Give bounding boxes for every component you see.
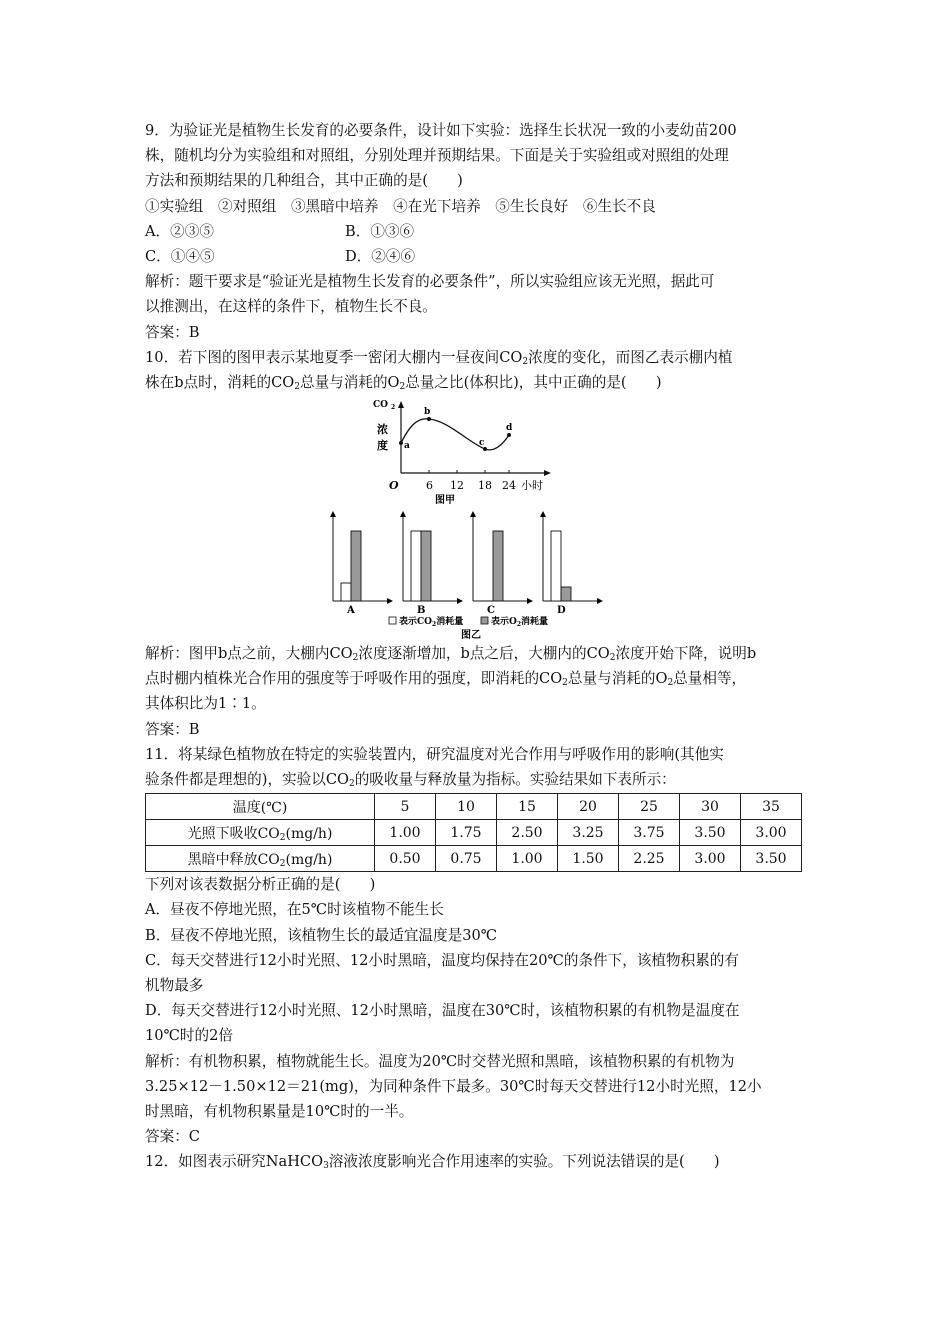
question-9 bbox=[145, 118, 825, 345]
q10-figures bbox=[145, 395, 825, 641]
fig1-point-a bbox=[399, 441, 403, 445]
figure-yi bbox=[327, 505, 617, 641]
table-cell: 0.75 bbox=[436, 846, 497, 872]
q11-answer: 答案：C bbox=[145, 1128, 200, 1146]
table-cell: 15 bbox=[497, 794, 558, 820]
fig2-panel-label: A bbox=[347, 605, 355, 617]
q9-analysis-line-1: 解析：题干要求是“验证光是植物生长发育的必要条件”，所以实验组应该无光照，据此可 bbox=[145, 273, 715, 291]
fig1-x-unit: 小时 bbox=[521, 479, 543, 493]
q11-option-c-line-1: C．每天交替进行12小时光照、12小时黑暗，温度均保持在20℃的条件下，该植物积累的有 bbox=[145, 951, 739, 969]
q9-option-c: C．①④⑤ bbox=[145, 247, 215, 265]
fig1-ylabel-co2: CO bbox=[373, 400, 389, 411]
fig1-curve bbox=[401, 419, 509, 450]
q9-answer: 答案：B bbox=[145, 323, 200, 341]
fig2-x-arrow bbox=[457, 598, 463, 604]
fig1-origin: O bbox=[389, 479, 399, 493]
table-row-label: 黑暗中释放$CO_2(mg/h)$ bbox=[146, 846, 375, 872]
question-11 bbox=[145, 742, 825, 1149]
legend-o2-swatch bbox=[481, 617, 488, 624]
question-12 bbox=[145, 1149, 825, 1174]
table-cell: 2.50 bbox=[497, 820, 558, 846]
fig2-x-arrow bbox=[387, 598, 393, 604]
table-row bbox=[146, 846, 802, 872]
fig2-caption: 图乙 bbox=[461, 630, 481, 642]
q11-option-d-line-1: D．每天交替进行12小时光照、12小时黑暗，温度在30℃时，该植物积累的有机物是温度在 bbox=[145, 1002, 740, 1020]
table-cell: 35 bbox=[741, 794, 802, 820]
q9-option-a: A．②③⑤ bbox=[145, 222, 214, 240]
fig2-panel-label: D bbox=[557, 605, 566, 617]
fig2-x-arrow bbox=[597, 598, 603, 604]
fig1-label-c: c bbox=[479, 438, 485, 449]
q9-stem-line-1: 9．为验证光是植物生长发育的必要条件，设计如下实验：选择生长状况一致的小麦幼苗200 bbox=[145, 122, 737, 139]
q10-stem-line-1: 10．若下图的图甲表示某地夏季一密闭大棚内一昼夜间$CO_2$浓度的变化，而图乙表示棚内植 bbox=[145, 348, 733, 367]
q11-analysis-line-3: 时黑暗，有机物积累量是10℃时的一半。 bbox=[145, 1102, 414, 1120]
q10-analysis-line-2: 点时棚内植株光合作用的强度等于呼吸作用的强度，即消耗的$CO_2$总量与消耗的$O_2$总量相等， bbox=[145, 670, 747, 689]
question-10 bbox=[145, 345, 825, 742]
fig2-bar bbox=[351, 531, 361, 601]
q11-analysis-line-2: 3.25×12－1.50×12＝21(mg)，为同种条件下最多。30℃时每天交替进行12小时光照，12小 bbox=[145, 1077, 762, 1095]
q10-answer: 答案：B bbox=[145, 720, 200, 738]
q9-items: ①实验组 ②对照组 ③黑暗中培养 ④在光下培养 ⑤生长良好 ⑥生长不良 bbox=[145, 197, 656, 215]
legend-co2-swatch bbox=[389, 617, 396, 624]
q10-stem-line-2: 株在b点时，消耗的$CO_2$总量与消耗的$O_2$总量之比(体积比)，其中正确的是( ) bbox=[145, 373, 662, 392]
table-row-label: 光照下吸收$CO_2(mg/h)$ bbox=[146, 820, 375, 846]
table-cell: 0.50 bbox=[375, 846, 436, 872]
fig1-point-d bbox=[507, 433, 511, 437]
fig2-bar bbox=[421, 531, 431, 601]
fig2-panel-label: C bbox=[487, 605, 495, 617]
table-row bbox=[146, 820, 802, 846]
q10-analysis-line-3: 其体积比为1∶1。 bbox=[145, 695, 266, 713]
fig2-bar bbox=[551, 531, 561, 601]
table-cell: 25 bbox=[619, 794, 680, 820]
fig1-x-arrow bbox=[544, 470, 551, 476]
q9-option-b: B．①③⑥ bbox=[345, 222, 415, 240]
fig2-y-arrow bbox=[400, 511, 406, 517]
figure-jia bbox=[369, 397, 559, 505]
q9-stem-line-3: 方法和预期结果的几种组合，其中正确的是( ) bbox=[145, 172, 463, 190]
q11-option-a: A．昼夜不停地光照，在5℃时该植物不能生长 bbox=[145, 901, 444, 919]
fig1-y-arrow bbox=[398, 401, 404, 408]
table-cell: 2.25 bbox=[619, 846, 680, 872]
fig2-bar bbox=[493, 531, 503, 601]
fig2-y-arrow bbox=[540, 511, 546, 517]
table-cell: 30 bbox=[680, 794, 741, 820]
fig2-bar bbox=[561, 587, 571, 601]
q10-analysis-line-1: 解析：图甲b点之前，大棚内$CO_2$浓度逐渐增加，b点之后，大棚内的$CO_2$浓度开始下降，说明b bbox=[145, 645, 757, 664]
table-cell: 1.50 bbox=[558, 846, 619, 872]
q11-option-b: B．昼夜不停地光照，该植物生长的最适宜温度是30℃ bbox=[145, 926, 498, 944]
fig1-label-b: b bbox=[424, 407, 431, 418]
fig2-x-arrow bbox=[527, 598, 533, 604]
table-row bbox=[146, 794, 802, 820]
q9-option-d: D．②④⑥ bbox=[345, 247, 416, 265]
fig1-caption: 图甲 bbox=[435, 495, 455, 506]
legend-co2-text: 表示$CO_2$消耗量 bbox=[399, 617, 464, 629]
table-cell: 3.50 bbox=[741, 846, 802, 872]
table-cell: 20 bbox=[558, 794, 619, 820]
q9-options-row-1 bbox=[145, 219, 825, 244]
table-cell: 3.00 bbox=[741, 820, 802, 846]
q9-analysis-line-2: 以推测出，在这样的条件下，植物生长不良。 bbox=[145, 298, 437, 316]
table-cell: 3.75 bbox=[619, 820, 680, 846]
fig1-ylabel-sub: 2 bbox=[391, 404, 396, 412]
fig1-ylabel-2: 度 bbox=[377, 439, 388, 453]
table-header-label: 温度(℃) bbox=[146, 794, 375, 820]
q9-stem-line-2: 株，随机均分为实验组和对照组，分别处理并预期结果。下面是关于实验组或对照组的处理 bbox=[145, 147, 729, 165]
table-cell: 1.75 bbox=[436, 820, 497, 846]
fig2-y-arrow bbox=[330, 511, 336, 517]
table-cell: 3.25 bbox=[558, 820, 619, 846]
table-cell: 3.50 bbox=[680, 820, 741, 846]
fig2-bar bbox=[411, 531, 421, 601]
table-cell: 5 bbox=[375, 794, 436, 820]
fig1-point-b bbox=[427, 417, 431, 421]
q11-stem-line-1: 11．将某绿色植物放在特定的实验装置内，研究温度对光合作用与呼吸作用的影响(其他实 bbox=[145, 745, 724, 763]
table-cell: 3.00 bbox=[680, 846, 741, 872]
document-page bbox=[145, 118, 825, 1174]
q11-analysis-line-1: 解析：有机物积累，植物就能生长。温度为20℃时交替光照和黑暗，该植物积累的有机物为 bbox=[145, 1052, 735, 1070]
fig2-panel-label: B bbox=[417, 605, 426, 617]
table-cell: 10 bbox=[436, 794, 497, 820]
table-cell: 1.00 bbox=[497, 846, 558, 872]
legend-o2-text: 表示$O_2$消耗量 bbox=[491, 617, 549, 629]
fig2-y-arrow bbox=[470, 511, 476, 517]
fig1-label-a: a bbox=[404, 441, 410, 452]
q11-option-c-line-2: 机物最多 bbox=[145, 976, 204, 994]
fig1-x-tick-label: 24 bbox=[502, 479, 516, 493]
q11-data-table bbox=[145, 793, 802, 872]
fig1-label-d: d bbox=[506, 423, 513, 434]
q11-stem-line-2: 验条件都是理想的)，实验以$CO_2$的吸收量与释放量为指标。实验结果如下表所示： bbox=[145, 771, 676, 789]
q11-prompt: 下列对该表数据分析正确的是( ) bbox=[145, 876, 376, 894]
table-cell: 1.00 bbox=[375, 820, 436, 846]
fig1-x-tick-label: 18 bbox=[478, 479, 492, 493]
q11-option-d-line-2: 10℃时的2倍 bbox=[145, 1027, 233, 1045]
q9-options-row-2 bbox=[145, 244, 825, 269]
fig1-x-tick-label: 12 bbox=[450, 479, 464, 493]
fig2-bar bbox=[341, 583, 351, 601]
q12-stem: 12．如图表示研究NaHCO$_3$溶液浓度影响光合作用速率的实验。下列说法错误的是( ) bbox=[145, 1153, 720, 1172]
fig1-ylabel-1: 浓 bbox=[377, 423, 388, 437]
fig1-x-tick-label: 6 bbox=[426, 479, 433, 493]
